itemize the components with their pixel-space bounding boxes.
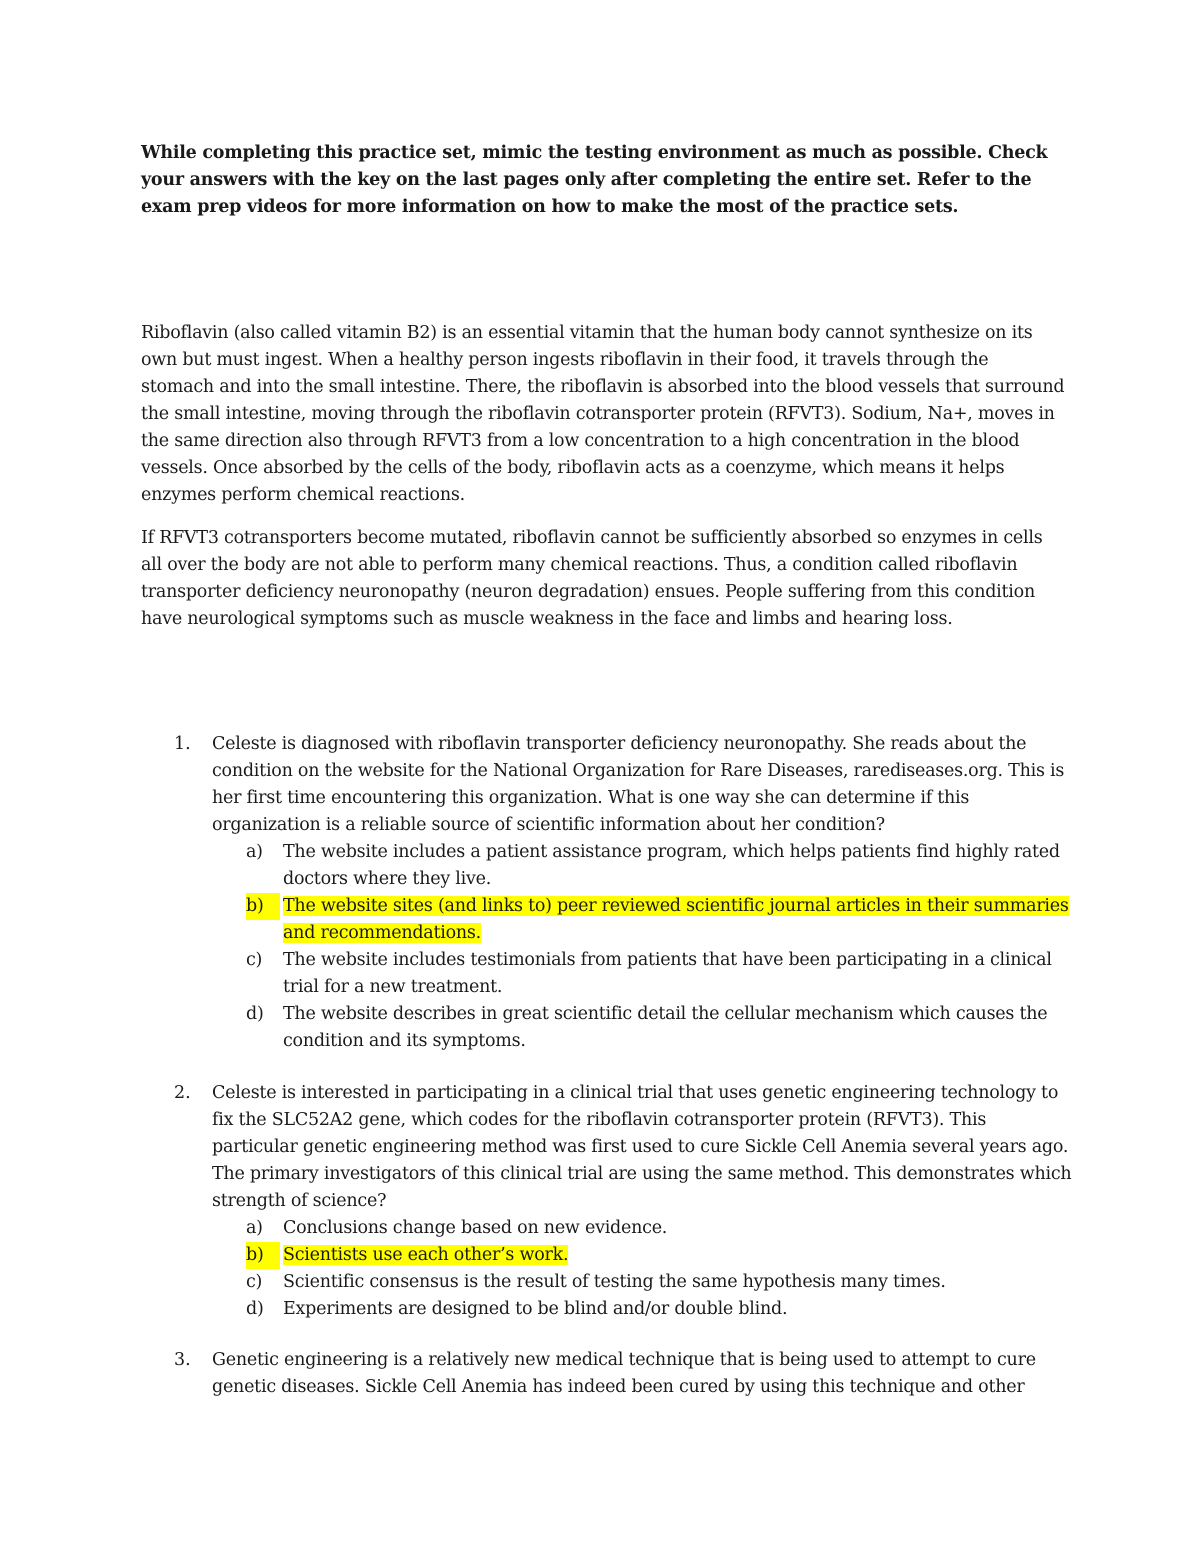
option-text-highlighted [283, 893, 1073, 947]
highlighted-answer: The website sites (and links to) peer reviewed scientific journal articles in their summaries and recommendations. [283, 896, 1069, 943]
option-letter: b) [246, 1242, 280, 1269]
option-letter: a) [246, 842, 263, 862]
answer-option-c [0, 1269, 1200, 1296]
option-text: The website includes a patient assistance program, which helps patients find highly rated doctors where they live. [283, 842, 1060, 889]
answer-option-c [0, 947, 1200, 1001]
option-text: Scientific consensus is the result of testing the same hypothesis many times. [283, 1272, 946, 1292]
passage-paragraph-2: If RFVT3 cotransporters become mutated, riboflavin cannot be sufficiently absorbed so enzymes in cells all over the body are not able to perform many chemical reactions. Thus, a condition called riboflavin transporter deficiency neuronopathy (neuron degradation) ensues. People suffering from this condition have neurological symptoms such as muscle weakness in the face and limbs and hearing loss. [141, 528, 1043, 629]
option-text-highlighted [283, 1242, 1073, 1269]
passage-paragraph-1: Riboflavin (also called vitamin B2) is an essential vitamin that the human body cannot synthesize on its own but must ingest. When a healthy person ingests riboflavin in their food, it travels through the stomach and into the small intestine. There, the riboflavin is absorbed into the blood vessels that surround the small intestine, moving through the riboflavin cotransporter protein (RFVT3). Sodium, Na+, moves in the same direction also through RFVT3 from a low concentration to a high concentration in the blood vessels. Once absorbed by the cells of the body, riboflavin acts as a coenzyme, which means it helps enzymes perform chemical reactions. [141, 323, 1065, 505]
question-text: Celeste is interested in participating in a clinical trial that uses genetic engineering technology to fix the SLC52A2 gene, which codes for the riboflavin cotransporter protein (RFVT3). This particular genetic engineering method was first used to cure Sickle Cell Anemia several years ago. The primary investigators of this clinical trial are using the same method. This demonstrates which strength of science? [212, 1083, 1072, 1211]
answer-option-d [0, 1001, 1200, 1055]
question-number: 1. [174, 734, 191, 754]
option-letter: d) [246, 1004, 264, 1024]
option-text: The website includes testimonials from patients that have been participating in a clinical trial for a new treatment. [283, 950, 1052, 997]
question-text: Celeste is diagnosed with riboflavin transporter deficiency neuronopathy. She reads about the condition on the website for the National Organization for Rare Diseases, rarediseases.org. This is her first time encountering this organization. What is one way she can determine if this organization is a reliable source of scientific information about her condition? [212, 734, 1065, 835]
option-text: The website describes in great scientific detail the cellular mechanism which causes the condition and its symptoms. [283, 1004, 1048, 1051]
question-text: Genetic engineering is a relatively new medical technique that is being used to attempt to cure genetic diseases. Sickle Cell Anemia has indeed been cured by using this technique and other [212, 1350, 1036, 1397]
answer-options [0, 1215, 1200, 1323]
highlighted-answer: Scientists use each other’s work. [283, 1245, 569, 1265]
answer-option-b [0, 1242, 1200, 1269]
answer-option-a [0, 839, 1200, 893]
question-number: 3. [174, 1350, 191, 1370]
answer-option-d [0, 1296, 1200, 1323]
answer-option-a [0, 1215, 1200, 1242]
option-letter: d) [246, 1299, 264, 1319]
answer-options [0, 839, 1200, 1055]
option-text: Conclusions change based on new evidence. [283, 1218, 668, 1238]
option-letter: c) [246, 1272, 263, 1292]
instructions-text: While completing this practice set, mimic the testing environment as much as possible. Check your answers with the key on the last pages only after completing the entire set. Refer to the exam prep videos for more information on how to make the most of the practice sets. [141, 143, 1048, 217]
answer-option-b [0, 893, 1200, 947]
question-number: 2. [174, 1083, 191, 1103]
option-letter: a) [246, 1218, 263, 1238]
option-letter: c) [246, 950, 263, 970]
option-letter: b) [246, 893, 280, 920]
option-text: Experiments are designed to be blind and/or double blind. [283, 1299, 788, 1319]
